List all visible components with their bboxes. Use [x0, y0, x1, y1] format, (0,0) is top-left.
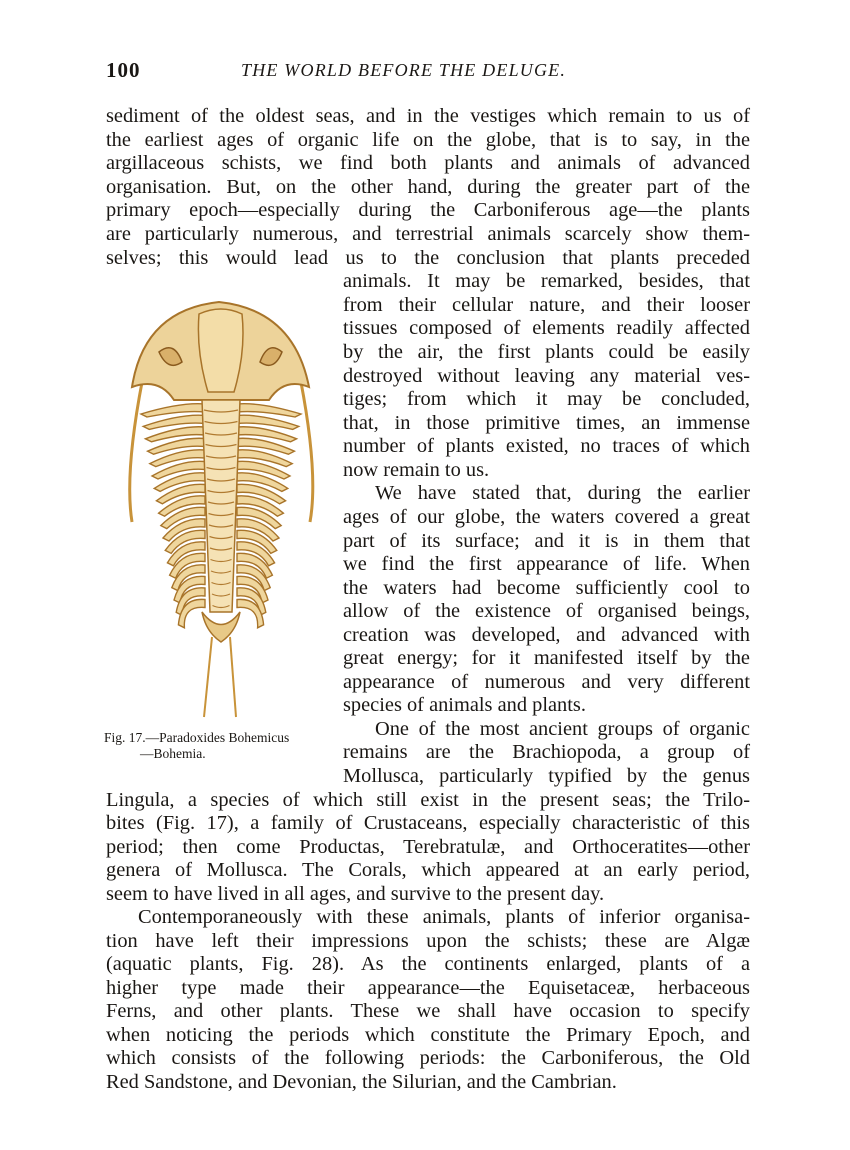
text-line: Red Sandstone, and Devonian, the Silurian, and the Cambrian.	[106, 1071, 617, 1093]
text-line: Lingula, a species of which still exist in the present seas; the Trilo-	[106, 789, 750, 811]
text-line: the earliest ages of organic life on the globe, that is to say, in the	[106, 129, 750, 151]
text-line: We have stated that, during the earlier	[375, 482, 750, 504]
text-line: Contemporaneously with these animals, plants of inferior organisa-	[138, 906, 750, 928]
text-line: great energy; for it manifested itself by the	[343, 647, 750, 669]
text-line: which consists of the following periods: the Carboniferous, the Old	[106, 1047, 750, 1069]
figure-caption-line2: —Bohemia.	[140, 746, 206, 761]
text-line: higher type made their appearance—the Equisetaceæ, herbaceous	[106, 977, 750, 999]
text-line: are particularly numerous, and terrestrial animals scarcely show them-	[106, 223, 750, 245]
text-line: Mollusca, particularly typified by the genus	[343, 765, 750, 787]
text-line: tiges; from which it may be concluded,	[343, 388, 750, 410]
text-line: Ferns, and other plants. These we shall have occasion to specify	[106, 1000, 750, 1022]
text-line: allow of the existence of organised beings,	[343, 600, 750, 622]
text-line: One of the most ancient groups of organic	[375, 718, 750, 740]
text-line: from their cellular nature, and their looser	[343, 294, 750, 316]
text-line: bites (Fig. 17), a family of Crustaceans, especially characteristic of this	[106, 812, 750, 834]
text-line: creation was developed, and advanced with	[343, 624, 750, 646]
text-line: appearance of numerous and very different	[343, 671, 750, 693]
text-line: destroyed without leaving any material ves-	[343, 365, 750, 387]
text-line: tissues composed of elements readily affected	[343, 317, 750, 339]
text-line: ages of our globe, the waters covered a great	[343, 506, 750, 528]
text-line: when noticing the periods which constitute the Primary Epoch, and	[106, 1024, 750, 1046]
text-line: primary epoch—especially during the Carboniferous age—the plants	[106, 199, 750, 221]
text-line: part of its surface; and it is in them that	[343, 530, 750, 552]
text-line: we find the first appearance of life. When	[343, 553, 750, 575]
text-line: by the air, the first plants could be easily	[343, 341, 750, 363]
text-line: genera of Mollusca. The Corals, which appeared at an early period,	[106, 859, 750, 881]
running-title: THE WORLD BEFORE THE DELUGE.	[241, 60, 567, 80]
trilobite-figure	[104, 292, 334, 732]
text-line: organisation. But, on the other hand, during the greater part of the	[106, 176, 750, 198]
text-line: animals. It may be remarked, besides, that	[343, 270, 750, 292]
text-line: species of animals and plants.	[343, 694, 586, 716]
text-line: selves; this would lead us to the conclusion that plants preceded	[106, 247, 750, 269]
text-line: seem to have lived in all ages, and survive to the present day.	[106, 883, 605, 905]
text-line: number of plants existed, no traces of which	[343, 435, 750, 457]
text-line: that, in those primitive times, an immense	[343, 412, 750, 434]
trilobite-illustration	[104, 292, 334, 732]
figure-caption-line1: Fig. 17.—Paradoxides Bohemicus	[104, 730, 290, 745]
figure-caption	[104, 730, 336, 762]
text-line: remains are the Brachiopoda, a group of	[343, 741, 750, 763]
text-line: period; then come Productas, Terebratulæ, and Orthoceratites—other	[106, 836, 750, 858]
text-line: argillaceous schists, we find both plants and animals of advanced	[106, 152, 750, 174]
text-line: now remain to us.	[343, 459, 490, 481]
text-line: tion have left their impressions upon the schists; these are Algæ	[106, 930, 750, 952]
text-line: sediment of the oldest seas, and in the vestiges which remain to us of	[106, 105, 750, 127]
page-header	[106, 58, 750, 88]
page-number: 100	[106, 58, 141, 82]
text-line: the waters had become sufficiently cool to	[343, 577, 750, 599]
text-line: (aquatic plants, Fig. 28). As the continents enlarged, plants of a	[106, 953, 750, 975]
